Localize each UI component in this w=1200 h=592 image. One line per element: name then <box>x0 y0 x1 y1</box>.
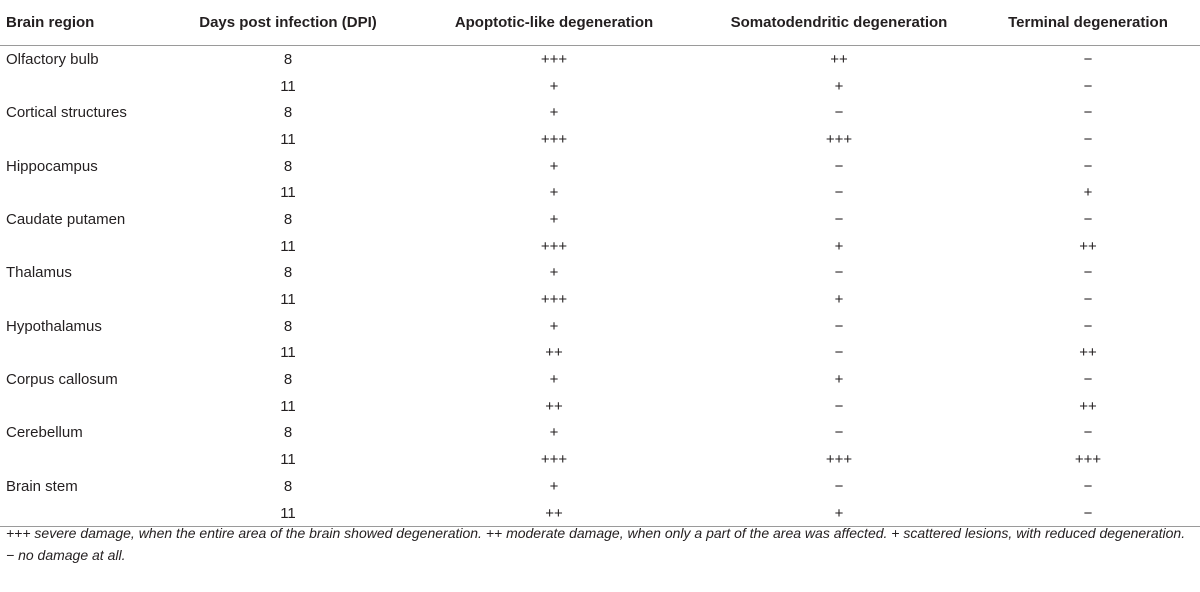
cell-apoptotic: + <box>549 477 559 495</box>
cell-terminal: − <box>1083 291 1093 309</box>
cell-brain-region: Cortical structures <box>6 104 127 122</box>
cell-apoptotic: +++ <box>540 50 568 68</box>
table-row <box>0 99 1200 126</box>
cell-dpi: 8 <box>283 371 293 389</box>
cell-terminal: ++ <box>1079 344 1097 362</box>
cell-dpi: 11 <box>280 130 296 148</box>
cell-dpi: 11 <box>280 291 296 309</box>
cell-brain-region: Corpus callosum <box>6 371 118 389</box>
cell-somatodendritic: − <box>834 184 844 202</box>
cell-terminal: − <box>1083 157 1093 175</box>
cell-terminal: − <box>1083 50 1093 68</box>
cell-apoptotic: + <box>549 317 559 335</box>
cell-terminal: − <box>1083 210 1093 228</box>
header-dpi: Days post infection (DPI) <box>170 0 406 46</box>
table-row <box>0 420 1200 447</box>
cell-somatodendritic: + <box>702 500 976 527</box>
cell-terminal: − <box>1083 104 1093 122</box>
cell-somatodendritic: +++ <box>825 451 853 469</box>
table-row <box>0 260 1200 287</box>
table-row <box>0 126 1200 153</box>
cell-terminal: − <box>1083 130 1093 148</box>
cell-apoptotic: ++ <box>406 500 702 527</box>
cell-somatodendritic: − <box>834 264 844 282</box>
cell-dpi: 11 <box>280 77 296 95</box>
cell-apoptotic: + <box>549 264 559 282</box>
cell-dpi: 11 <box>280 344 296 362</box>
cell-terminal: − <box>1083 424 1093 442</box>
cell-terminal: − <box>1083 264 1093 282</box>
table-row <box>0 153 1200 180</box>
cell-terminal: + <box>1083 184 1093 202</box>
cell-brain-region: Olfactory bulb <box>6 50 99 68</box>
cell-dpi: 8 <box>283 264 293 282</box>
cell-brain-region: Cerebellum <box>6 424 83 442</box>
cell-apoptotic: + <box>549 184 559 202</box>
cell-dpi: 8 <box>283 317 293 335</box>
cell-somatodendritic: + <box>834 237 844 255</box>
cell-brain-region <box>0 446 170 473</box>
header-row <box>0 0 1200 46</box>
cell-apoptotic: +++ <box>540 451 568 469</box>
cell-somatodendritic: + <box>834 371 844 389</box>
cell-somatodendritic: ++ <box>830 50 848 68</box>
cell-terminal: − <box>1083 371 1093 389</box>
cell-dpi: 8 <box>283 477 293 495</box>
cell-brain-region <box>0 286 170 313</box>
table-row <box>0 179 1200 206</box>
header-brain-region: Brain region <box>0 0 170 46</box>
cell-brain-region <box>0 393 170 420</box>
header-somatodendritic: Somatodendritic degeneration <box>702 0 976 46</box>
table-row <box>0 233 1200 260</box>
cell-terminal: ++ <box>1079 397 1097 415</box>
cell-dpi: 8 <box>283 50 293 68</box>
table-row <box>0 286 1200 313</box>
table-header <box>0 0 1200 46</box>
cell-somatodendritic: − <box>834 397 844 415</box>
table-body <box>0 46 1200 527</box>
cell-brain-region <box>0 233 170 260</box>
cell-brain-region <box>0 340 170 367</box>
cell-somatodendritic: + <box>834 291 844 309</box>
cell-brain-region <box>0 73 170 100</box>
cell-dpi: 8 <box>283 424 293 442</box>
table-row <box>0 393 1200 420</box>
cell-apoptotic: +++ <box>540 237 568 255</box>
cell-terminal: − <box>1083 477 1093 495</box>
cell-apoptotic: + <box>549 157 559 175</box>
cell-brain-region: Thalamus <box>6 264 72 282</box>
cell-apoptotic: +++ <box>540 130 568 148</box>
cell-brain-region <box>0 179 170 206</box>
table-row <box>0 206 1200 233</box>
cell-brain-region: Brain stem <box>6 477 78 495</box>
table-row <box>0 446 1200 473</box>
cell-brain-region <box>0 126 170 153</box>
cell-brain-region: Caudate putamen <box>6 210 126 228</box>
cell-dpi: 11 <box>280 397 296 415</box>
table-footnote: +++ severe damage, when the entire area of the brain showed degeneration. ++ moderate damage, when only a part of the area was affected. + scattered lesions, with reduced degeneration. − no damage at all. <box>6 525 1186 563</box>
cell-apoptotic: + <box>549 371 559 389</box>
cell-somatodendritic: − <box>834 157 844 175</box>
cell-somatodendritic: − <box>834 317 844 335</box>
cell-apoptotic: + <box>549 77 559 95</box>
cell-terminal: − <box>976 500 1200 527</box>
cell-dpi: 8 <box>283 210 293 228</box>
cell-terminal: − <box>1083 77 1093 95</box>
cell-dpi: 11 <box>280 237 296 255</box>
table-row <box>0 73 1200 100</box>
cell-dpi: 11 <box>280 451 296 469</box>
header-apoptotic: Apoptotic-like degeneration <box>406 0 702 46</box>
cell-terminal: ++ <box>1079 237 1097 255</box>
table-row <box>0 46 1200 73</box>
cell-somatodendritic: +++ <box>825 130 853 148</box>
cell-somatodendritic: − <box>834 344 844 362</box>
cell-brain-region: Hippocampus <box>6 157 98 175</box>
table-row <box>0 473 1200 500</box>
cell-somatodendritic: + <box>834 77 844 95</box>
cell-apoptotic: + <box>549 104 559 122</box>
cell-apoptotic: + <box>549 210 559 228</box>
cell-apoptotic: ++ <box>545 344 563 362</box>
table-row <box>0 313 1200 340</box>
cell-somatodendritic: − <box>834 477 844 495</box>
header-terminal: Terminal degeneration <box>976 0 1200 46</box>
table-row <box>0 340 1200 367</box>
cell-terminal: +++ <box>1074 451 1102 469</box>
cell-brain-region: Hypothalamus <box>6 317 102 335</box>
cell-somatodendritic: − <box>834 424 844 442</box>
cell-dpi: 11 <box>280 184 296 202</box>
cell-somatodendritic: − <box>834 104 844 122</box>
cell-dpi: 8 <box>283 157 293 175</box>
cell-apoptotic: +++ <box>540 291 568 309</box>
cell-apoptotic: + <box>549 424 559 442</box>
cell-terminal: − <box>1083 317 1093 335</box>
cell-somatodendritic: − <box>834 210 844 228</box>
table-row <box>0 366 1200 393</box>
cell-apoptotic: ++ <box>545 397 563 415</box>
cell-dpi: 8 <box>283 104 293 122</box>
cell-dpi: 11 <box>170 500 406 527</box>
